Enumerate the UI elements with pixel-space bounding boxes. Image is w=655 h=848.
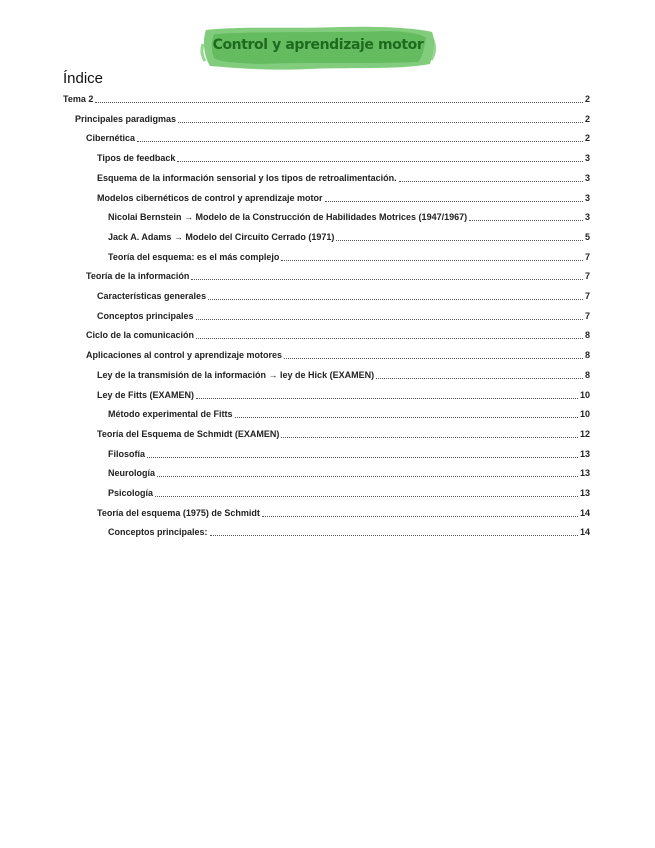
toc-entry[interactable] xyxy=(86,327,590,341)
toc-entry[interactable] xyxy=(108,406,590,420)
toc-entry[interactable] xyxy=(97,387,590,401)
toc-dot-leader xyxy=(178,121,583,123)
toc-entry-label: Teoría del esquema: es el más complejo xyxy=(108,251,280,262)
toc-entry-label: Aplicaciones al control y aprendizaje motores xyxy=(86,350,283,361)
toc-dot-leader xyxy=(208,298,583,300)
toc-entry[interactable] xyxy=(86,347,590,361)
toc-page-number: 7 xyxy=(584,251,590,262)
toc-dot-leader xyxy=(325,200,583,202)
toc-entry-label: Filosofía xyxy=(108,448,146,459)
toc-entry-label: Psicología xyxy=(108,488,154,498)
toc-entry[interactable] xyxy=(97,367,590,381)
toc-dot-leader xyxy=(336,239,583,241)
toc-entry[interactable] xyxy=(108,485,590,499)
toc-page-number: 7 xyxy=(584,291,590,301)
toc-dot-leader xyxy=(155,495,578,497)
toc-dot-leader xyxy=(262,515,578,517)
toc-entry-label: Nicolai Bernstein → Modelo de la Construcción de Habilidades Motrices (1947/1967) xyxy=(108,212,468,223)
toc-page-number: 13 xyxy=(579,468,590,479)
toc-entry-label: Método experimental de Fitts xyxy=(108,409,233,420)
title-banner xyxy=(200,24,436,72)
toc-entry-label: Tipos de feedback xyxy=(97,153,176,164)
toc-entry[interactable] xyxy=(97,505,590,519)
toc-dot-leader xyxy=(196,337,583,339)
toc-entry-label: Teoría del Esquema de Schmidt (EXAMEN) xyxy=(97,428,280,439)
toc-entry-label: Cibernética xyxy=(86,133,136,144)
toc-entry-label: Ciclo de la comunicación xyxy=(86,330,195,341)
toc-page-number: 12 xyxy=(579,428,590,439)
toc-entry[interactable] xyxy=(75,111,590,125)
toc-entry[interactable] xyxy=(97,308,590,322)
toc-entry[interactable] xyxy=(108,446,590,460)
toc-dot-leader xyxy=(469,219,583,221)
toc-dot-leader xyxy=(284,357,583,359)
toc-entry[interactable] xyxy=(97,426,590,440)
toc-page-number: 14 xyxy=(579,507,590,518)
toc-entry-label: Características generales xyxy=(97,291,207,301)
toc-page-number: 3 xyxy=(584,192,590,203)
toc-entry-label: Ley de Fitts (EXAMEN) xyxy=(97,389,195,400)
toc-page-number: 8 xyxy=(584,350,590,361)
toc-dot-leader xyxy=(281,436,578,438)
toc-entry-label: Tema 2 xyxy=(63,94,94,104)
toc-dot-leader xyxy=(376,377,583,379)
toc-page-number: 13 xyxy=(579,448,590,459)
toc-dot-leader xyxy=(196,397,578,399)
toc-entry-label: Modelos cibernéticos de control y aprendizaje motor xyxy=(97,192,323,203)
toc-entry[interactable] xyxy=(63,91,590,105)
toc-page-number: 13 xyxy=(579,488,590,498)
toc-dot-leader xyxy=(157,475,578,477)
toc-entry[interactable] xyxy=(86,268,590,282)
toc-dot-leader xyxy=(147,456,578,458)
toc-entry-label: Teoría de la información xyxy=(86,271,190,282)
toc-page-number: 5 xyxy=(584,231,590,242)
toc-dot-leader xyxy=(177,160,583,162)
toc-entry[interactable] xyxy=(108,209,590,223)
toc-dot-leader xyxy=(196,318,583,320)
toc-entry-label: Jack A. Adams → Modelo del Circuito Cerrado (1971) xyxy=(108,231,335,242)
toc-dot-leader xyxy=(95,101,583,103)
document-title: Control y aprendizaje motor xyxy=(212,37,424,53)
toc-entry[interactable] xyxy=(97,150,590,164)
toc-entry-label: Principales paradigmas xyxy=(75,113,177,124)
toc-page-number: 3 xyxy=(584,153,590,164)
toc-entry[interactable] xyxy=(108,249,590,263)
toc-page-number: 2 xyxy=(584,133,590,144)
toc-page-number: 3 xyxy=(584,172,590,183)
toc-entry[interactable] xyxy=(108,465,590,479)
toc-entry[interactable] xyxy=(108,229,590,243)
toc-dot-leader xyxy=(137,140,583,142)
toc-entry-label: Conceptos principales: xyxy=(108,527,208,538)
toc-page-number: 2 xyxy=(584,113,590,124)
index-heading: Índice xyxy=(63,70,104,87)
toc-dot-leader xyxy=(210,534,578,536)
toc-entry[interactable] xyxy=(97,170,590,184)
toc-entry-label: Teoría del esquema (1975) de Schmidt xyxy=(97,507,260,518)
toc-page-number: 7 xyxy=(584,310,590,321)
toc-entry-label: Ley de la transmisión de la información → ley de Hick (EXAMEN) xyxy=(97,369,375,380)
toc-entry[interactable] xyxy=(108,524,590,538)
toc-page-number: 10 xyxy=(579,409,590,420)
toc-page-number: 7 xyxy=(584,271,590,282)
toc-entry-label: Esquema de la información sensorial y los tipos de retroalimentación. xyxy=(97,172,397,183)
toc-entry[interactable] xyxy=(86,130,590,144)
toc-dot-leader xyxy=(235,416,578,418)
toc-entry[interactable] xyxy=(97,190,590,204)
toc-dot-leader xyxy=(399,180,583,182)
toc-page-number: 8 xyxy=(584,330,590,341)
toc-entry[interactable] xyxy=(97,288,590,302)
toc-entry-label: Neurología xyxy=(108,468,156,479)
toc-page-number: 2 xyxy=(584,94,590,104)
toc-dot-leader xyxy=(281,259,583,261)
toc-page-number: 8 xyxy=(584,369,590,380)
toc-entry-label: Conceptos principales xyxy=(97,310,194,321)
toc-page-number: 10 xyxy=(579,389,590,400)
toc-dot-leader xyxy=(191,278,583,280)
toc-page-number: 3 xyxy=(584,212,590,223)
toc-page-number: 14 xyxy=(579,527,590,538)
